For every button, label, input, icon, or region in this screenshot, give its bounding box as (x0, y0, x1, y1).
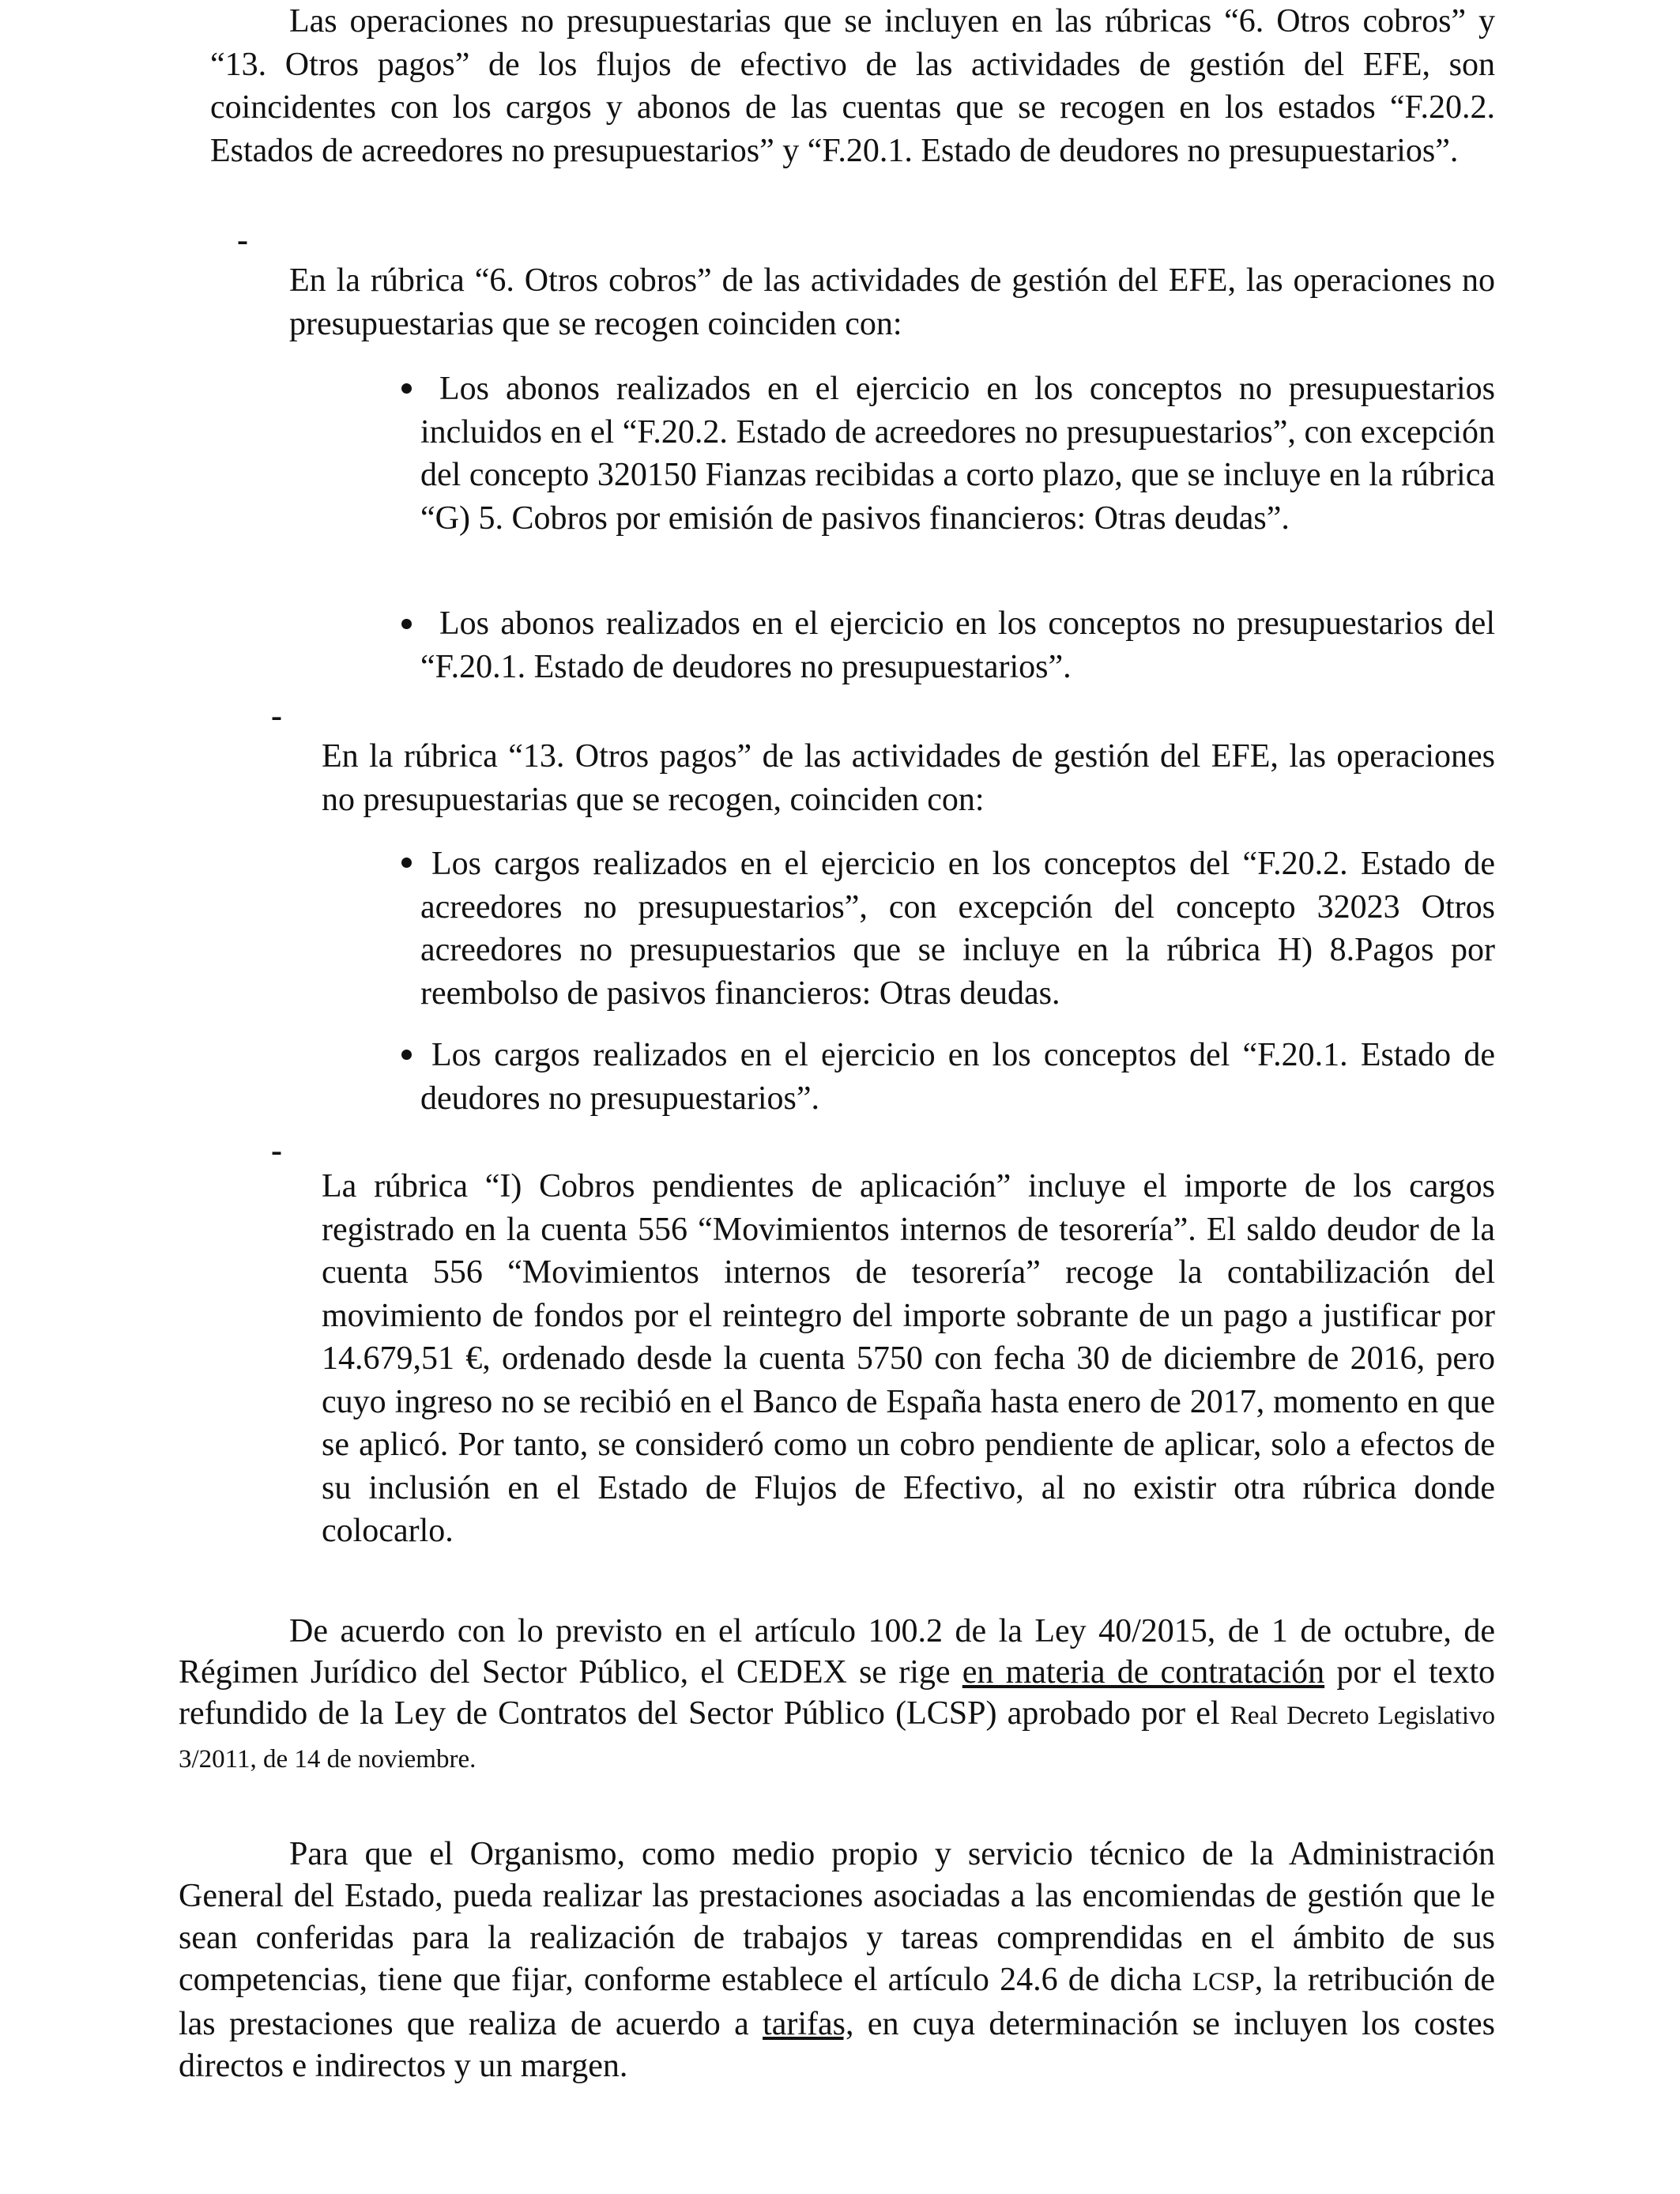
paragraph-tarifas (179, 1834, 1495, 2087)
bullet-icon (401, 1050, 412, 1060)
small-text: LCSP (1192, 1968, 1255, 1996)
underlined-text: en materia de contratación (962, 1654, 1325, 1691)
bullet-icon (401, 858, 412, 868)
text-run: en cuya determinación se incluyen los costes directos e indirectos y un margen. (179, 2006, 1495, 2084)
text-run: Para que el Organismo, como medio propio y servicio técnico de la Administración General del Estado, pueda realizar las prestaciones asociadas a las encomiendas de gestión que le sean conferidas para la realización de trabajos y tareas comprendidas en el ámbito de sus competencias, tiene que fijar, conforme establece el artículo 24.6 de dicha (179, 1836, 1495, 1998)
dash-marker: - (237, 222, 248, 258)
dash-marker: - (271, 698, 282, 734)
dash-item-cobros-pendientes: La rúbrica “I) Cobros pendientes de aplicación” incluye el importe de los cargos registrado en la cuenta 556 “Movimientos internos de tesorería”. El saldo deudor de la cuenta 556 “Movimientos internos de tesorería” recoge la contabilización del movimiento de fondos por el reintegro del importe sobrante de un pago a justificar por 14.679,51 €, ordenado desde la cuenta 5750 con fecha 30 de diciembre de 2016, pero cuyo ingreso no se recibió en el Banco de España hasta enero de 2017, momento en que se aplicó. Por tanto, se consideró como un cobro pendiente de aplicar, solo a efectos de su inclusión en el Estado de Flujos de Efectivo, al no existir otra rúbrica donde colocarlo. (322, 1168, 1495, 1549)
bullet-item-abonos-acreedores: Los abonos realizados en el ejercicio en los conceptos no presupuestarios incluidos en el “F.20.2. Estado de acreedores no presupuestarios”, con excepción del concepto 320150 Fianzas recibidas a corto plazo, que se incluye en la rúbrica “G) 5. Cobros por emisión de pasivos financieros: Otras deudas”. (420, 371, 1495, 537)
bullet-icon (401, 383, 412, 394)
bullet-item-abonos-deudores: Los abonos realizados en el ejercicio en los conceptos no presupuestarios del “F.20.1. Estado de deudores no presupuestarios”. (420, 605, 1495, 685)
dash-item-otros-pagos: En la rúbrica “13. Otros pagos” de las actividades de gestión del EFE, las operaciones no presupuestarias que se recogen, coinciden con: (322, 738, 1495, 818)
small-text: Real Decreto Legislativo 3/2011, de 14 de noviembre. (179, 1702, 1496, 1774)
dash-marker: - (271, 1133, 282, 1169)
text-run: , la retribución de las prestaciones que realiza de acuerdo a (179, 1962, 1496, 2042)
paragraph-intro: Las operaciones no presupuestarias que se incluyen en las rúbricas “6. Otros cobros” y “13. Otros pagos” de los flujos de efectivo de las actividades de gestión del EFE, son coincidentes con los cargos y abonos de las cuentas que se recogen en los estados “F.20.2. Estados de acreedores no presupuestarios” y “F.20.1. Estado de deudores no presupuestarios”. (210, 3, 1495, 169)
dash-item-otros-cobros: En la rúbrica “6. Otros cobros” de las actividades de gestión del EFE, las operaciones no presupuestarias que se recogen coinciden con: (289, 262, 1495, 342)
bullet-item-cargos-deudores: Los cargos realizados en el ejercicio en los conceptos del “F.20.1. Estado de deudores no presupuestarios”. (420, 1037, 1495, 1117)
underlined-text: tarifas, (763, 2006, 854, 2042)
text-run: por el texto refundido de la Ley de Contratos del Sector Público (LCSP) aprobado por el (179, 1654, 1495, 1732)
text-run: De acuerdo con lo previsto en el artículo 100.2 de la Ley 40/2015, de 1 de octubre, de Régimen Jurídico del Sector Público, el CEDEX se rige (179, 1613, 1495, 1691)
bullet-icon (401, 619, 412, 629)
bullet-item-cargos-acreedores: Los cargos realizados en el ejercicio en los conceptos del “F.20.2. Estado de acreedores no presupuestarios”, con excepción del concepto 32023 Otros acreedores no presupuestarios que se incluye en la rúbrica H) 8.Pagos por reembolso de pasivos financieros: Otras deudas. (420, 846, 1495, 1012)
paragraph-contratacion (179, 1611, 1495, 1780)
